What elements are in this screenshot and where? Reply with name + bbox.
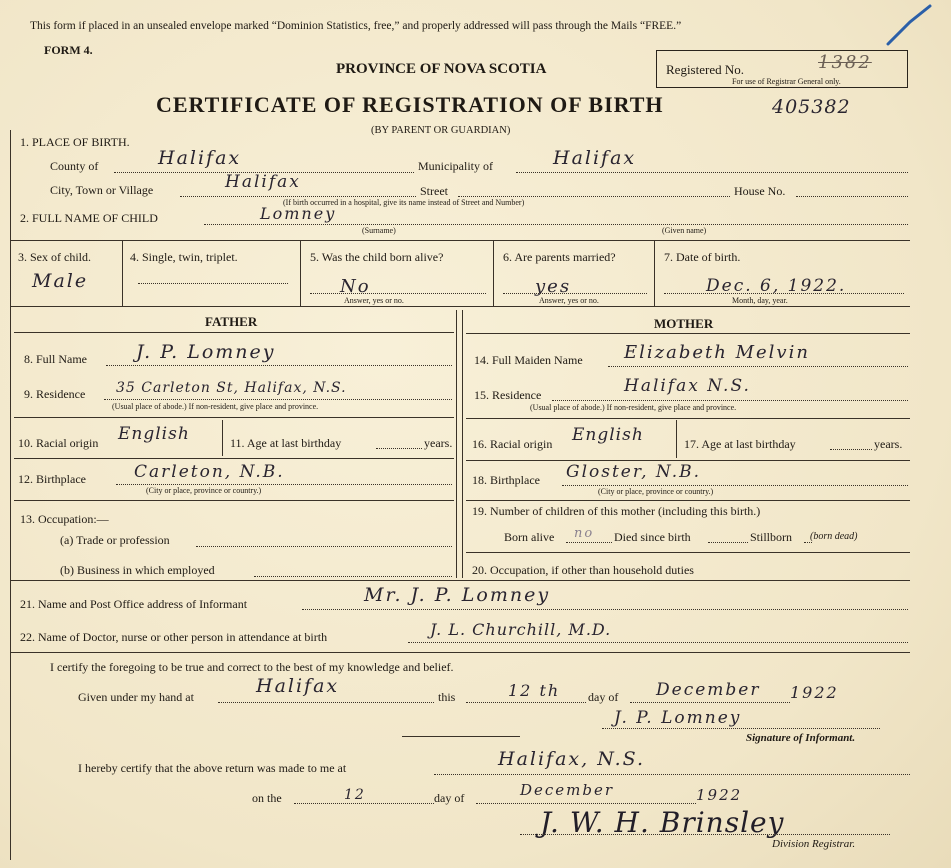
alive-value: No	[340, 276, 371, 297]
day-of-label: day of	[588, 690, 619, 704]
registrar-day-line	[294, 803, 434, 804]
married-caption: Answer, yes or no.	[539, 296, 599, 305]
registrar-day-of-label: day of	[434, 791, 465, 805]
died-label: Died since birth	[614, 530, 691, 544]
day-line	[466, 702, 586, 703]
mother-age-unit: years.	[874, 437, 903, 451]
registrar-month-line	[476, 803, 696, 804]
registrar-signature: J. W. H. Brinsley	[540, 806, 785, 839]
registrar-statement: I hereby certify that the above return was made to me at	[78, 761, 347, 775]
municipality-label: Municipality of	[418, 159, 493, 173]
county-value: Halifax	[158, 147, 242, 169]
city-line	[180, 196, 416, 197]
section-rule	[10, 580, 910, 581]
street-label: Street	[420, 184, 448, 198]
multiple-line	[138, 283, 288, 284]
mother-rule	[466, 333, 910, 334]
father-business-label: (b) Business in which employed	[60, 563, 215, 577]
mother-racial-label: 16. Racial origin	[472, 437, 553, 451]
registered-note: For use of Registrar General only.	[732, 77, 841, 86]
mother-age-divider	[676, 420, 677, 458]
father-residence-label: 9. Residence	[24, 387, 86, 401]
city-label: City, Town or Village	[50, 183, 154, 197]
child-name-label: 2. FULL NAME OF CHILD	[20, 211, 158, 225]
mother-racial-value: English	[572, 425, 644, 445]
father-occupation-label: 13. Occupation:—	[20, 512, 109, 526]
father-rule	[14, 332, 454, 333]
given-place-value: Halifax	[256, 675, 340, 697]
mother-rule	[466, 418, 910, 419]
municipality-value: Halifax	[553, 147, 637, 169]
registered-label: Registered No.	[666, 62, 744, 77]
stillborn-label: Stillborn	[750, 530, 793, 544]
mother-residence-value: Halifax N.S.	[624, 376, 751, 396]
mother-rule	[466, 500, 910, 501]
mother-heading: MOTHER	[654, 316, 714, 331]
born-alive-value: no	[574, 526, 595, 541]
born-alive-line	[566, 542, 612, 543]
father-age-divider	[222, 420, 223, 456]
postal-notice: This form if placed in an unsealed envelope marked “Dominion Statistics, free,” and properly addressed will pass through the Mails “FREE.”	[30, 20, 682, 32]
informant-signature-line	[602, 728, 880, 729]
alive-label: 5. Was the child born alive?	[310, 250, 444, 264]
street-line	[458, 196, 730, 197]
child-surname: Lomney	[260, 204, 337, 223]
certificate-stamp-number: 405382	[772, 96, 851, 118]
registrar-month-value: December	[520, 781, 615, 799]
informant-value: Mr. J. P. Lomney	[364, 584, 551, 606]
father-residence-line	[104, 399, 452, 400]
mother-residence-caption: (Usual place of abode.) If non-resident, give place and province.	[530, 403, 737, 412]
registrar-year-value: 1922	[696, 786, 743, 804]
father-rule	[14, 500, 454, 501]
mother-rule	[466, 552, 910, 553]
city-value: Halifax	[225, 172, 301, 192]
father-birthplace-line	[116, 484, 452, 485]
house-label: House No.	[734, 184, 786, 198]
informant-label: 21. Name and Post Office address of Informant	[20, 597, 248, 611]
day-value: 12 th	[508, 681, 561, 700]
sex-value: Male	[32, 270, 89, 292]
col-divider	[493, 240, 494, 306]
doctor-label: 22. Name of Doctor, nurse or other person in attendance at birth	[20, 630, 328, 644]
father-birthplace-value: Carleton, N.B.	[134, 462, 285, 482]
father-trade-line	[196, 546, 452, 547]
father-residence-value: 35 Carleton St, Halifax, N.S.	[116, 380, 347, 396]
mother-name-line	[608, 366, 908, 367]
informant-signature-caption: Signature of Informant.	[746, 732, 856, 744]
pen-mark	[880, 0, 940, 50]
form-subtitle: (BY PARENT OR GUARDIAN)	[371, 125, 511, 136]
table-bottom-line	[10, 306, 910, 307]
given-label: Given under my hand at	[78, 690, 194, 704]
mother-rule	[466, 460, 910, 461]
this-label: this	[438, 690, 456, 704]
father-racial-label: 10. Racial origin	[18, 436, 99, 450]
house-line	[796, 196, 908, 197]
registrar-place-value: Halifax, N.S.	[498, 748, 646, 770]
multiple-label: 4. Single, twin, triplet.	[130, 250, 238, 264]
place-section-label: 1. PLACE OF BIRTH.	[20, 135, 130, 149]
mother-name-label: 14. Full Maiden Name	[474, 353, 583, 367]
date-value: Dec. 6, 1922.	[706, 276, 847, 296]
father-heading: FATHER	[205, 314, 258, 329]
year-value: 1922	[790, 683, 839, 702]
father-age-label: 11. Age at last birthday	[230, 436, 342, 450]
registrar-on-label: on the	[252, 791, 282, 805]
mother-age-label: 17. Age at last birthday	[684, 437, 796, 451]
parents-divider	[456, 310, 457, 578]
form-number: FORM 4.	[44, 43, 93, 57]
mother-birthplace-label: 18. Birthplace	[472, 473, 540, 487]
mother-occupation-label: 20. Occupation, if other than household duties	[472, 563, 694, 577]
date-line	[664, 293, 904, 294]
col-divider	[122, 240, 123, 306]
father-business-line	[254, 576, 452, 577]
county-label: County of	[50, 159, 99, 173]
married-value: yes	[535, 276, 572, 297]
alive-line	[310, 293, 486, 294]
married-label: 6. Are parents married?	[503, 250, 616, 264]
mother-children-label: 19. Number of children of this mother (including this birth.)	[472, 504, 761, 518]
father-name-line	[106, 365, 452, 366]
mother-name-value: Elizabeth Melvin	[624, 342, 810, 363]
surname-caption: (Surname)	[362, 226, 396, 235]
month-value: December	[656, 680, 761, 700]
mother-birthplace-caption: (City or place, province or country.)	[598, 487, 714, 496]
father-racial-value: English	[118, 424, 190, 444]
father-rule	[14, 417, 454, 418]
short-rule	[402, 736, 520, 737]
father-birthplace-label: 12. Birthplace	[18, 472, 86, 486]
registrar-place-line	[434, 774, 910, 775]
col-divider	[654, 240, 655, 306]
died-line	[708, 542, 748, 543]
given-caption: (Given name)	[662, 226, 707, 235]
mother-birthplace-value: Gloster, N.B.	[566, 462, 702, 482]
date-label: 7. Date of birth.	[664, 250, 741, 264]
doctor-value: J. L. Churchill, M.D.	[430, 620, 612, 639]
month-line	[630, 702, 790, 703]
certify-statement: I certify the foregoing to be true and correct to the best of my knowledge and belief.	[50, 660, 454, 674]
doctor-line	[408, 642, 908, 643]
parents-divider	[462, 310, 463, 578]
registered-number: 1382	[818, 52, 872, 73]
father-trade-label: (a) Trade or profession	[60, 533, 170, 547]
father-age-line	[376, 448, 422, 449]
registrar-day-value: 12	[344, 787, 366, 803]
hospital-note: (If birth occurred in a hospital, give its name instead of Street and Number)	[283, 198, 525, 207]
father-residence-caption: (Usual place of abode.) If non-resident, give place and province.	[112, 402, 319, 411]
col-divider	[300, 240, 301, 306]
date-caption: Month, day, year.	[732, 296, 788, 305]
informant-signature: J. P. Lomney	[614, 708, 742, 728]
section-rule	[10, 652, 910, 653]
table-top-line	[10, 240, 910, 241]
father-age-unit: years.	[424, 436, 453, 450]
stillborn-line	[804, 542, 812, 543]
father-rule	[14, 458, 454, 459]
child-name-line	[204, 224, 908, 225]
father-birthplace-caption: (City or place, province or country.)	[146, 486, 262, 495]
mother-birthplace-line	[562, 485, 908, 486]
form-title: CERTIFICATE OF REGISTRATION OF BIRTH	[156, 92, 664, 117]
mother-residence-line	[552, 400, 908, 401]
province-heading: PROVINCE OF NOVA SCOTIA	[336, 61, 547, 77]
alive-caption: Answer, yes or no.	[344, 296, 404, 305]
given-place-line	[218, 702, 434, 703]
stillborn-note: (born dead)	[810, 531, 858, 542]
father-name-label: 8. Full Name	[24, 352, 87, 366]
married-line	[503, 293, 647, 294]
mother-age-line	[830, 449, 872, 450]
informant-line	[302, 609, 908, 610]
registrar-signature-line	[520, 834, 890, 835]
mother-residence-label: 15. Residence	[474, 388, 542, 402]
father-name-value: J. P. Lomney	[136, 341, 276, 363]
born-alive-label: Born alive	[504, 530, 555, 544]
sex-label: 3. Sex of child.	[18, 250, 91, 264]
municipality-line	[516, 172, 908, 173]
registrar-caption: Division Registrar.	[772, 838, 856, 850]
